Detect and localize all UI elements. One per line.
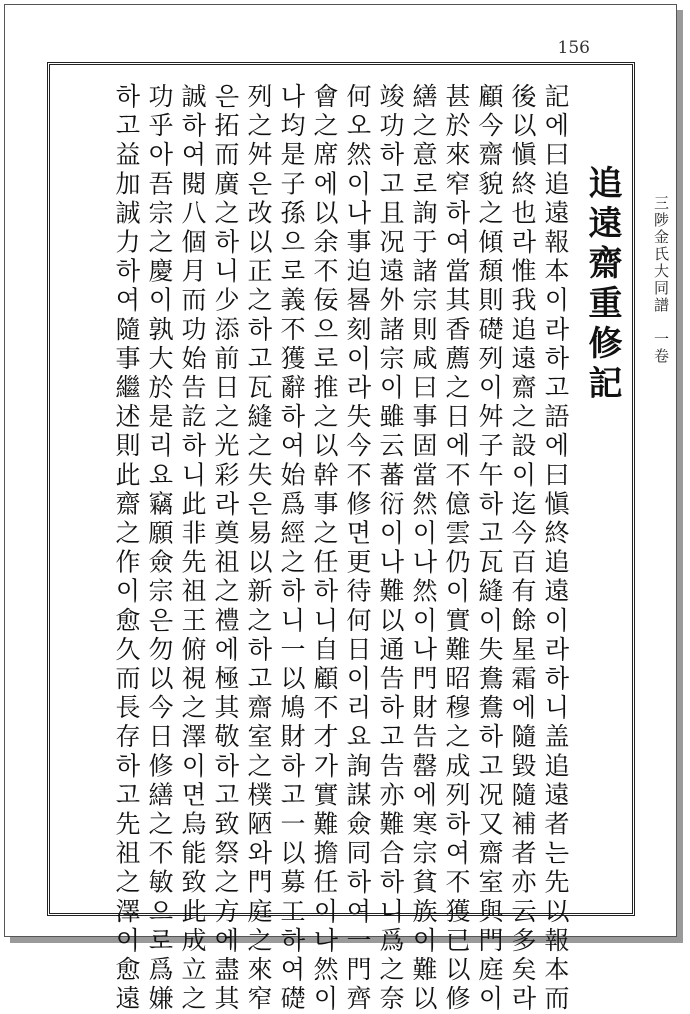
text-column: 은拓而廣之하니少添前日之光彩라奠祖之禮에極其敬하고致祭之方에盡其 — [211, 83, 240, 1014]
text-column: 甚於來窄하여當其香薦之日에不億雲仍이實難昭穆之成列하여不獲已以修 — [442, 83, 471, 1014]
text-column: 功乎아吾宗之慶이孰大於是리요竊願僉宗은勿以今日修繕之不敏으로爲嫌 — [145, 83, 174, 1014]
text-column: 列之舛은改以正之하고瓦縫之失은易以新之하고齋室之樸陋와門庭之來窄 — [244, 83, 273, 1014]
text-column: 誠하여閱八個月而功始告訖하니此非先祖王俯視之澤이면烏能致此成立之 — [178, 83, 207, 1014]
essay-title: 追遠齋重修記 — [582, 165, 622, 405]
text-column: 하고益加誠力하여隨事繼述則此齋之作이愈久而長存하고先祖之澤이愈遠 — [112, 83, 141, 1014]
text-column: 竣功하고且况遠外諸宗이雖云蕃衍이나難以通告하고告亦難合하니爲之奈 — [376, 83, 405, 1014]
text-column: 繕之意로詢于諸宗則咸曰事固當然이나然이나門財告罄에寒宗貧族이難以 — [409, 83, 438, 1014]
document-page — [4, 4, 677, 1014]
text-column: 顧今齋貌之傾頹則礎列이舛子午하고瓦縫이失鴦鴦하고况又齋室與門庭이 — [475, 83, 504, 1014]
page-number: 156 — [557, 38, 590, 58]
body-text — [61, 83, 571, 1014]
text-column: 會之席에以余不佞으로推之以幹事之任하니自顧不才가實難擔任이나然이 — [310, 83, 339, 1014]
book-title: 三陟金氏大同譜 一卷 — [652, 195, 670, 365]
text-column: 何오然이나事迫晷刻이라失今不修면更待何日이리요詢謀僉同하여一門齊 — [343, 83, 372, 1014]
text-column: 後以愼終也라惟我追遠齋之設이迄今百有餘星霜에隨毀隨補者亦云多矣라 — [508, 83, 537, 1014]
text-column: 나均是子孫으로義不獲辭하여始爲經之하니一以鳩財하고一以募工하여礎 — [277, 83, 306, 1014]
text-column: 記에曰追遠報本이라하고語에曰愼終追遠이라하니盖追遠者는先以報本而 — [541, 83, 570, 1014]
